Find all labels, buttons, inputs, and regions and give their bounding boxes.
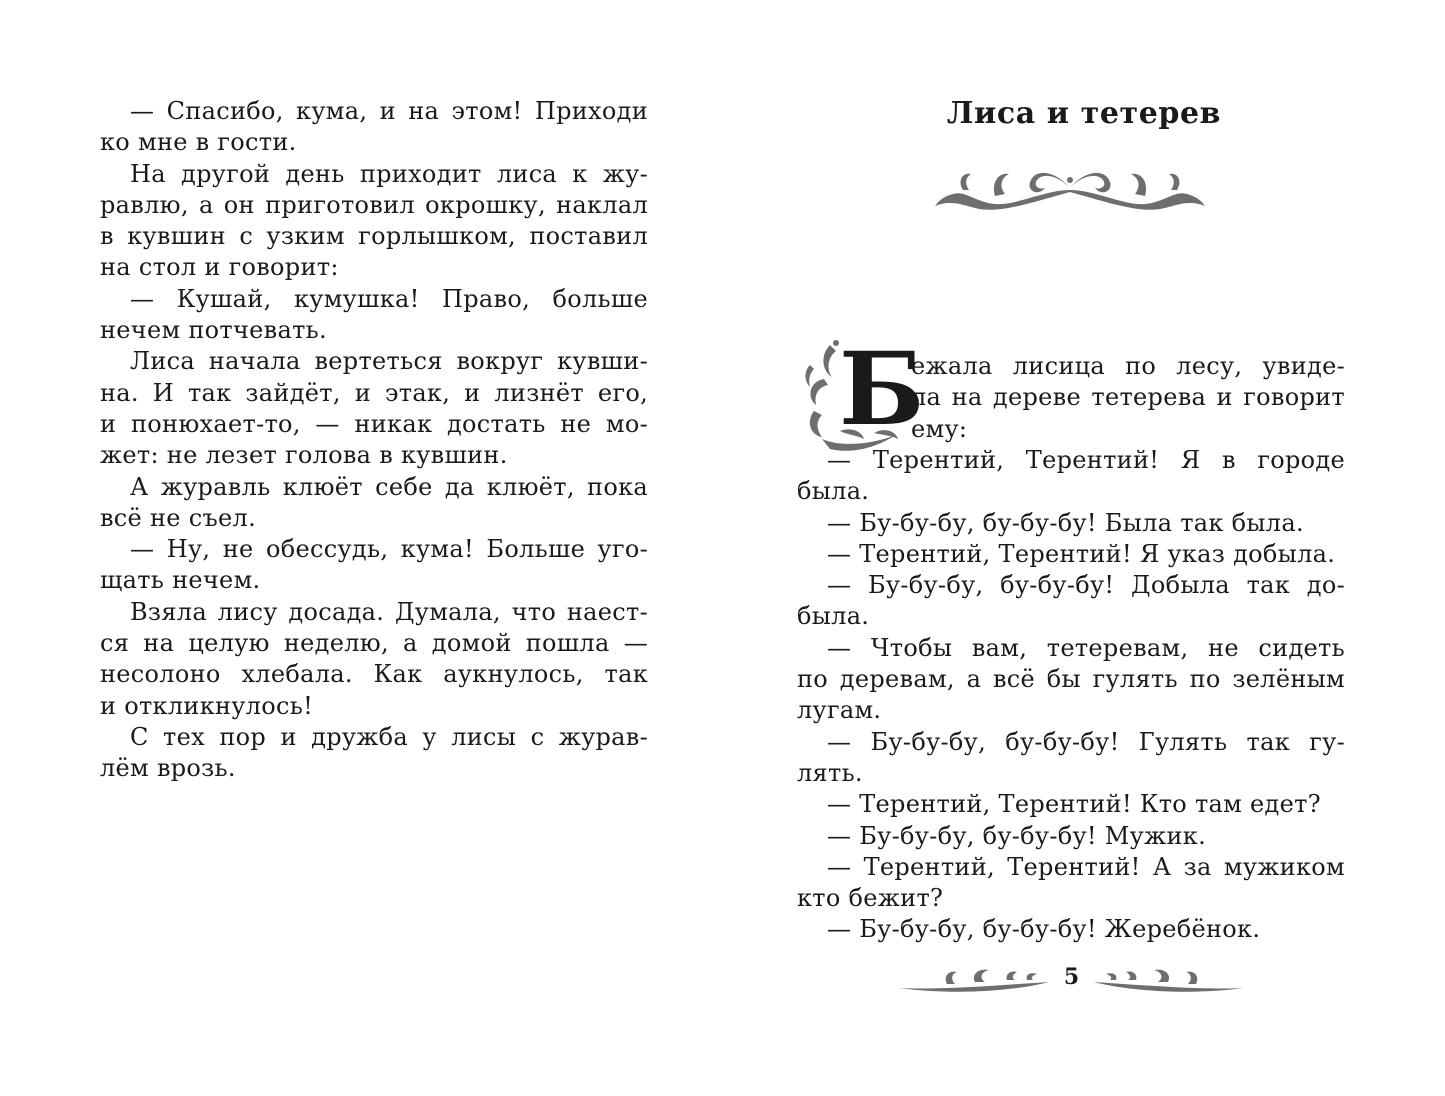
text-line: лугам. [797, 696, 882, 725]
text-line: равлю, а он приготовил окрошку, наклал [100, 190, 648, 219]
opening-line: ла на дереве тетерева и говорит [911, 383, 1345, 412]
right-page [722, 0, 1445, 1096]
text-line: — Терентий, Терентий! А за мужиком [827, 852, 1345, 881]
text-line: Взяла лису досада. Думала, что наест- [130, 597, 648, 626]
text-line: С тех пор и дружба у лисы с журав- [130, 722, 648, 751]
text-line: — Бу-бу-бу, бу-бу-бу! Гулять так гу- [827, 727, 1345, 756]
story-title-text: Лиса и тетерев [946, 96, 1222, 131]
text-line: — Бу-бу-бу, бу-бу-бу! Добыла так до- [827, 571, 1345, 600]
text-line: нечем потчевать. [100, 316, 327, 345]
page-number: 5 [1063, 964, 1080, 990]
text-line: ко мне в гости. [100, 128, 297, 157]
opening-lines [911, 351, 1345, 445]
text-line: по деревам, а всё бы гулять по зелёным [797, 665, 1345, 694]
text-line: — Терентий, Терентий! Я указ добыла. [827, 539, 1336, 568]
text-line: в кувшин с узким горлышком, поставил [100, 222, 648, 251]
left-page-text [100, 96, 648, 785]
text-line: лём врозь. [100, 754, 236, 783]
text-line: лять. [797, 758, 863, 787]
page-footer [899, 960, 1244, 1000]
text-line: несолоно хлебала. Как аукнулось, так [100, 660, 648, 689]
opening-line: ему: [911, 414, 968, 443]
text-line: — Бу-бу-бу, бу-бу-бу! Была так была. [827, 508, 1304, 537]
story-title [934, 96, 1234, 131]
text-line: Лиса начала вертеться вокруг кувши- [130, 347, 648, 376]
text-line: кто бежит? [797, 884, 944, 913]
text-line: на. И так зайдёт, и этак, и лизнёт его, [100, 378, 648, 407]
title-ornament-icon [935, 160, 1205, 216]
text-line: — Бу-бу-бу, бу-бу-бу! Жеребёнок. [827, 915, 1261, 944]
text-line: — Терентий, Терентий! Кто там едет? [827, 790, 1321, 819]
text-line: и откликнулось! [100, 691, 314, 720]
drop-cap [800, 330, 925, 455]
text-line: была. [797, 602, 870, 631]
text-line: А журавль клюёт себе да клюёт, пока [130, 472, 648, 501]
text-line: была. [797, 477, 870, 506]
text-line: всё не съел. [100, 503, 257, 532]
text-line: — Бу-бу-бу, бу-бу-бу! Мужик. [827, 821, 1207, 850]
text-line: на стол и говорит: [100, 253, 339, 282]
text-line: щать нечем. [100, 566, 261, 595]
text-line: — Ну, не обессудь, кума! Больше уго- [130, 535, 648, 564]
text-line: — Кушай, кумушка! Право, больше [130, 284, 648, 313]
text-line: ся на целую неделю, а домой пошла — [100, 629, 648, 658]
text-line: и понюхает-то, — никак достать не мо- [100, 409, 648, 438]
left-page [0, 0, 722, 1096]
text-line: — Терентий, Терентий! Я в городе [827, 446, 1345, 474]
opening-line: ежала лисица по лесу, увиде- [911, 352, 1345, 380]
right-page-text [797, 445, 1345, 946]
text-line: — Спасибо, кума, и на этом! Приходи [130, 97, 648, 125]
text-line: На другой день приходит лиса к жу- [130, 159, 648, 188]
drop-cap-letter: Б [839, 330, 925, 448]
text-line: жет: не лезет голова в кувшин. [100, 441, 508, 470]
text-line: — Чтобы вам, тетеревам, не сидеть [827, 633, 1345, 662]
